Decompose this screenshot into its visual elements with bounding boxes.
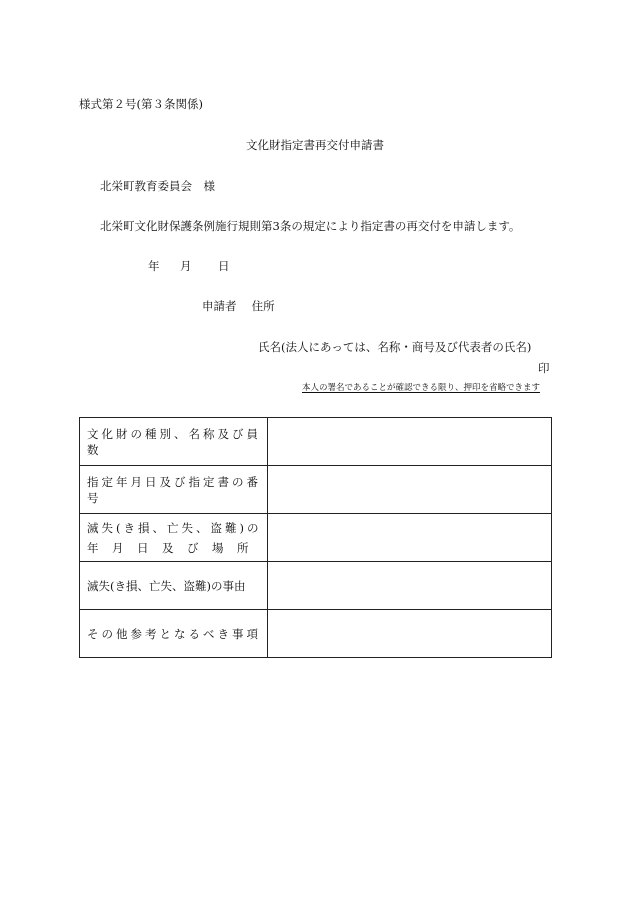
date-year-label: 年 bbox=[148, 259, 160, 273]
table-row bbox=[80, 610, 552, 658]
row-value-designation-date[interactable] bbox=[268, 466, 552, 514]
row-label-designation-date: 指定年月日及び指定書の番号 bbox=[80, 466, 268, 514]
form-number: 様式第２号(第３条関係) bbox=[79, 97, 203, 111]
document-title: 文化財指定書再交付申請書 bbox=[246, 138, 384, 152]
addressee: 北栄町教育委員会 様 bbox=[100, 179, 215, 193]
row-value-loss-reason[interactable] bbox=[268, 562, 552, 610]
row-label-loss-date-place bbox=[80, 514, 268, 562]
application-table bbox=[79, 417, 552, 658]
row-value-other-notes[interactable] bbox=[268, 610, 552, 658]
date-month-label: 月 bbox=[180, 259, 192, 273]
table-row bbox=[80, 562, 552, 610]
row-label-cultural-property: 文化財の種別、名称及び員数 bbox=[80, 418, 268, 466]
request-body-text: 北栄町文化財保護条例施行規則第3条の規定により指定書の再交付を申請します。 bbox=[100, 219, 521, 233]
row-label-other-notes: その他参考となるべき事項 bbox=[80, 610, 268, 658]
applicant-name-label: 氏名(法人にあっては、名称・商号及び代表者の氏名) bbox=[258, 340, 532, 354]
row-value-loss-date-place[interactable] bbox=[268, 514, 552, 562]
seal-mark: 印 bbox=[538, 361, 550, 375]
row-label-line1: 滅失(き損、亡失、盗難)の bbox=[87, 520, 262, 535]
row-value-cultural-property[interactable] bbox=[268, 418, 552, 466]
date-line bbox=[148, 258, 230, 274]
table-row bbox=[80, 466, 552, 514]
table-row bbox=[80, 418, 552, 466]
row-label-loss-reason: 滅失(き損、亡失、盗難)の事由 bbox=[80, 562, 268, 610]
row-label-line2: 年 月 日 及 び 場 所 bbox=[87, 540, 249, 555]
signature-note: 本人の署名であることが確認できる限り、押印を省略できます bbox=[302, 383, 541, 393]
applicant-address-label: 申請者 住所 bbox=[202, 299, 275, 313]
table-row bbox=[80, 514, 552, 562]
date-day-label: 日 bbox=[218, 259, 230, 273]
